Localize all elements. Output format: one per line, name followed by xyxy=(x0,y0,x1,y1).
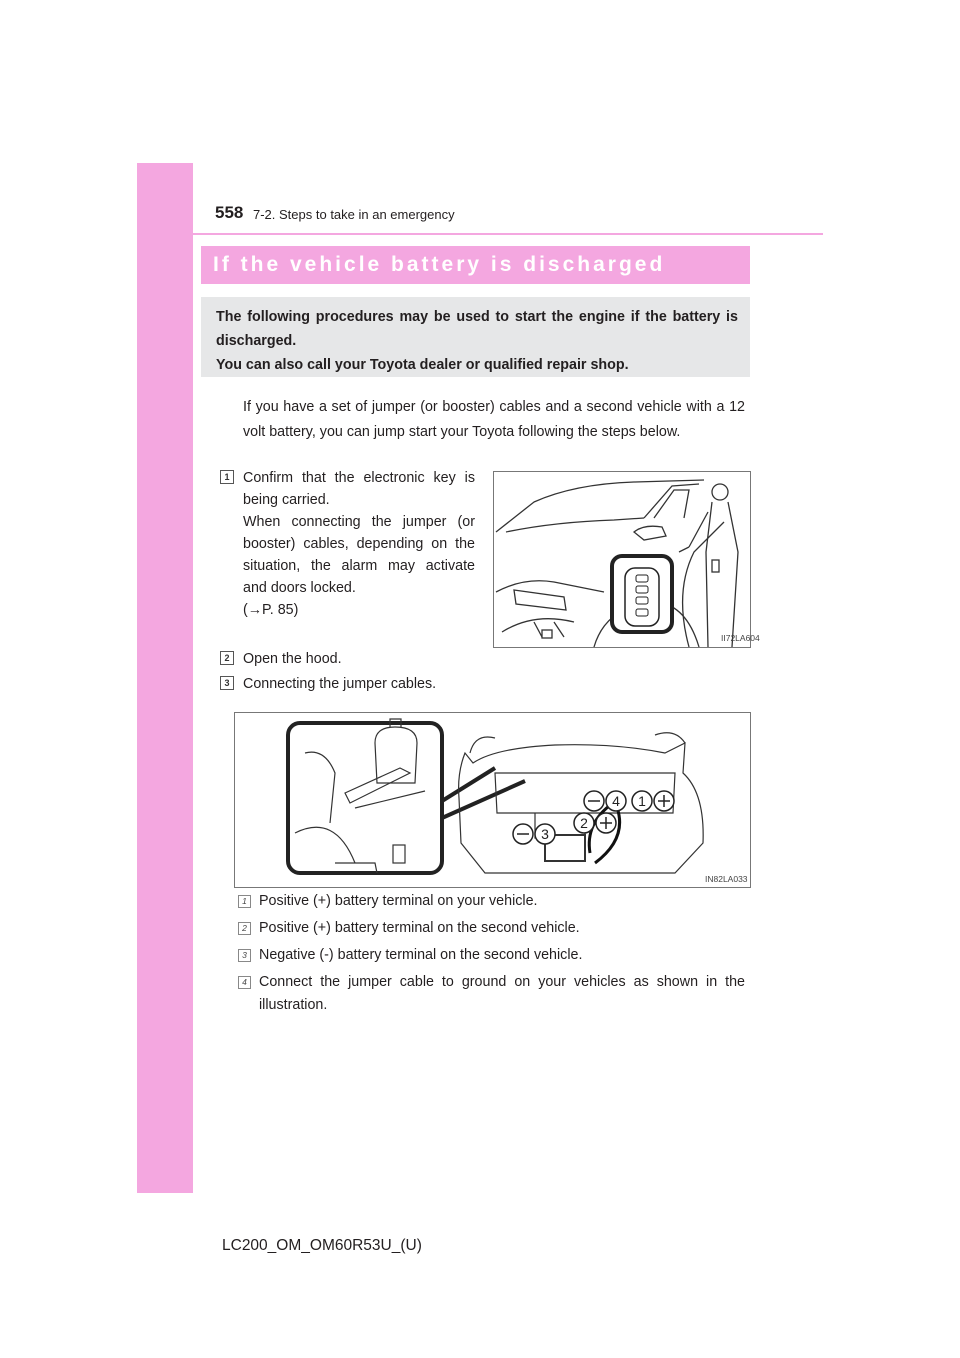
page-number: 558 xyxy=(215,203,244,222)
step-2-text: Open the hood. xyxy=(243,651,342,667)
callout-label-1: 1 xyxy=(638,793,646,809)
terminal-number-3: 3 xyxy=(238,949,251,962)
callout-label-2: 2 xyxy=(580,815,588,831)
section-title: 7-2. Steps to take in an emergency xyxy=(253,207,455,222)
callout-label-4: 4 xyxy=(612,793,620,809)
header-divider xyxy=(193,233,823,235)
summary-line-1: The following procedures may be used to start the engine if the battery is discharged. xyxy=(216,309,738,349)
step-1-reference: (→P. 85) xyxy=(243,602,299,618)
terminal-number-4: 4 xyxy=(238,976,251,989)
engine-bay-drawing xyxy=(235,713,750,887)
step-number-1: 1 xyxy=(220,470,234,484)
step-number-2: 2 xyxy=(220,651,234,665)
jumper-cable-illustration xyxy=(234,712,751,888)
terminal-text-2: Positive (+) battery terminal on the second vehicle. xyxy=(259,920,580,936)
callout-label-3: 3 xyxy=(541,826,549,842)
summary-box xyxy=(201,297,750,377)
car-with-person-drawing xyxy=(494,472,750,647)
step-1-text xyxy=(243,467,475,621)
step-1-line-2: When connecting the jumper (or booster) cables, depending on the situation, the alarm may activate and doors locked. xyxy=(243,514,475,596)
illustration-code: II72LA604 xyxy=(721,633,760,643)
intro-paragraph: If you have a set of jumper (or booster) cables and a second vehicle with a 12 volt battery, you can jump start your Toyota following the steps below. xyxy=(243,399,745,440)
step-1-line-1: Confirm that the electronic key is being carried. xyxy=(243,470,475,508)
terminal-text-4: Connect the jumper cable to ground on your vehicles as shown in the illustration. xyxy=(259,974,745,1013)
terminal-text-3: Negative (-) battery terminal on the second vehicle. xyxy=(259,947,583,963)
step-number-3: 3 xyxy=(220,676,234,690)
step-3-text: Connecting the jumper cables. xyxy=(243,676,437,692)
electronic-key-illustration xyxy=(493,471,760,648)
summary-line-2: You can also call your Toyota dealer or qualified repair shop. xyxy=(216,357,629,373)
illustration-code: IN82LA033 xyxy=(705,874,748,884)
terminal-number-1: 1 xyxy=(238,895,251,908)
page-title-banner: If the vehicle battery is discharged xyxy=(201,246,750,284)
chapter-sidebar-tab xyxy=(137,163,193,1193)
footer-document-code: LC200_OM_OM60R53U_(U) xyxy=(222,1237,422,1254)
terminal-number-2: 2 xyxy=(238,922,251,935)
terminal-text-1: Positive (+) battery terminal on your vehicle. xyxy=(259,893,538,909)
